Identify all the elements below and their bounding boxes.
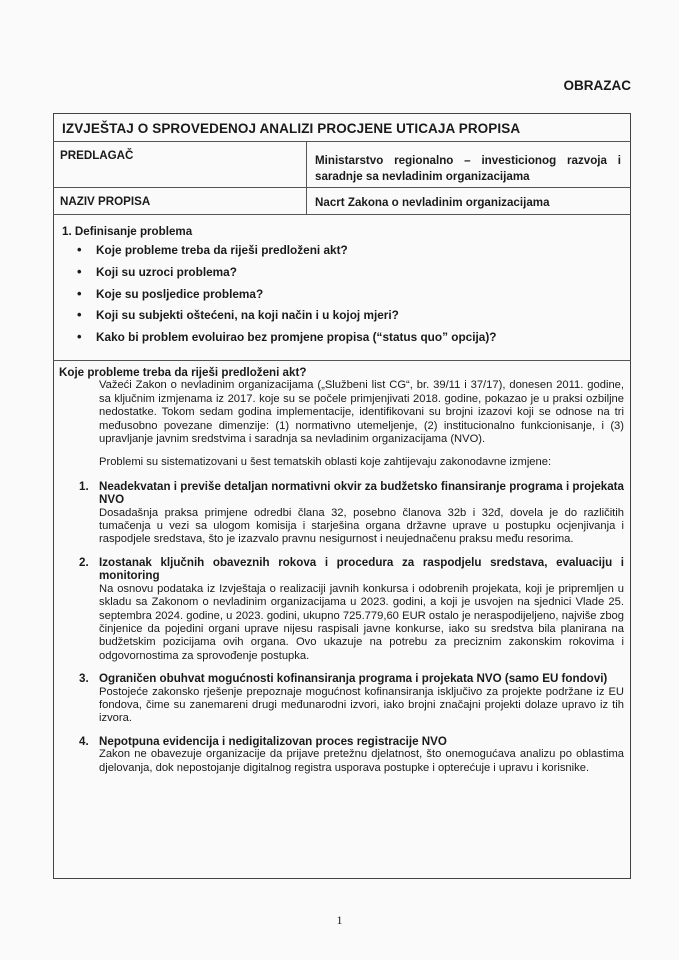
answer-section bbox=[59, 366, 624, 784]
question-list bbox=[72, 243, 612, 352]
question-item: • Koji su subjekti oštećeni, na koji način i u kojoj mjeri? bbox=[72, 308, 612, 330]
problem-number: 1. bbox=[79, 479, 89, 493]
section-title: 1. Definisanje problema bbox=[62, 225, 193, 238]
report-title: IZVJEŠTAJ O SPROVEDENOJ ANALIZI PROCJENE UTICAJA PROPISA bbox=[62, 121, 521, 136]
problem-title: Izostanak ključnih obaveznih rokova i procedura za raspodjelu sredstava, evaluaciju i monitoring bbox=[99, 555, 624, 583]
systematized-paragraph: Problemi su sistematizovani u šest tematskih oblasti koje zahtijevaju zakonodavne izmjene: bbox=[99, 456, 552, 469]
problem-list bbox=[59, 480, 624, 775]
column-divider bbox=[306, 141, 307, 214]
proposer-value: Ministarstvo regionalno – investicionog razvoja i saradnje sa nevladinim organizacijama bbox=[315, 154, 621, 183]
problem-title: Nepotpuna evidencija i nedigitalizovan proces registracije NVO bbox=[99, 734, 447, 748]
answer-heading: Koje probleme treba da riješi predloženi akt? bbox=[59, 366, 307, 379]
problem-number: 3. bbox=[79, 672, 89, 686]
question-item: • Koji su uzroci problema? bbox=[72, 265, 612, 287]
question-item: • Koje su posljedice problema? bbox=[72, 287, 612, 309]
problem-title: Ograničen obuhvat mogućnosti kofinansiranja programa i projekata NVO (samo EU fondovi) bbox=[99, 672, 608, 686]
problem-text: Dosadašnja praksa primjene odredbi člana 32, posebno članova 32b i 32đ, dovela je do različitih tumačenja u vezi sa ulogom komisija i starješina organa državne uprave u postupku ocjenjivanja i raspodjele sredstava, što je izazvalo pravnu nesigurnost i neujednačenu praksu među resorima. bbox=[99, 506, 624, 546]
proposer-label: PREDLAGAČ bbox=[60, 149, 134, 162]
problem-item bbox=[59, 480, 624, 547]
table-divider bbox=[53, 141, 631, 142]
regulation-name-value: Nacrt Zakona o nevladinim organizacijama bbox=[315, 196, 550, 209]
intro-paragraph: Važeći Zakon o nevladinim organizacijama („Službeni list CG“, br. 39/11 i 37/17), donesen 2011. godine, sa ključnim izmjenama iz 2017. koje su se počele primjenjivati 2018. godine, pokazao je u praksi ozbiljne nedostatke. Tokom sedam godina implementacije, identifikovani su brojni izazovi koji se odnose na tri međusobno povezane dimenzije: (1) normativno utemeljenje, (2) institucionalno funkcionisanje, i (3) upravljanje javnim sredstvima i saradnja sa nevladinim organizacijama (NVO). bbox=[99, 379, 624, 446]
problem-text: Postojeće zakonsko rješenje prepoznaje mogućnost kofinansiranja isključivo za projekte podržane iz EU fondova, čime su zanemareni drugi međunarodni izvori, iako brojni značajni projekti dolaze upravo iz tih izvora. bbox=[99, 685, 624, 725]
page-number: 1 bbox=[336, 913, 343, 927]
problem-number: 4. bbox=[79, 734, 89, 748]
problem-text: Zakon ne obavezuje organizacije da prijave pretežnu djelatnost, što onemogućava analizu po oblastima djelovanja, dok nepostojanje digitalnog registra usporava postupke i opterećuje i upravu i korisnike. bbox=[99, 748, 624, 774]
problem-item bbox=[59, 735, 624, 775]
table-divider bbox=[53, 360, 631, 361]
regulation-name-label: NAZIV PROPISA bbox=[60, 195, 151, 208]
table-divider bbox=[53, 214, 631, 215]
problem-text: Na osnovu podataka iz Izvještaja o realizaciji javnih konkursa i odobrenih projekata, koji je pripremljen u skladu sa Zakonom o nevladinim organizacijama u 2023. godini, a koji je usvojen na sjednici Vlade 25. septembra 2024. godine, u 2023. godini, ukupno 725.779,60 EUR ostalo je neraspodijeljeno, najviše zbog činjenice da pojedini organi uprave nijesu raspisali javne konkurse, iako su sredstva bila planirana na budžetskim pozicijama ovih organa. Ovo ukazuje na potrebu za preciznim zakonskim rokovima i odgovornostima za sprovođenje postupka. bbox=[99, 582, 624, 662]
question-item: • Koje probleme treba da riješi predloženi akt? bbox=[72, 243, 612, 265]
question-item: • Kako bi problem evoluirao bez promjene propisa (“status quo” opcija)? bbox=[72, 330, 612, 352]
problem-item bbox=[59, 556, 624, 663]
problem-title: Neadekvatan i previše detaljan normativni okvir za budžetsko finansiranje programa i projekata NVO bbox=[99, 479, 624, 507]
problem-number: 2. bbox=[79, 555, 89, 569]
form-label: OBRAZAC bbox=[563, 78, 631, 93]
problem-item bbox=[59, 672, 624, 726]
table-divider bbox=[53, 187, 631, 188]
